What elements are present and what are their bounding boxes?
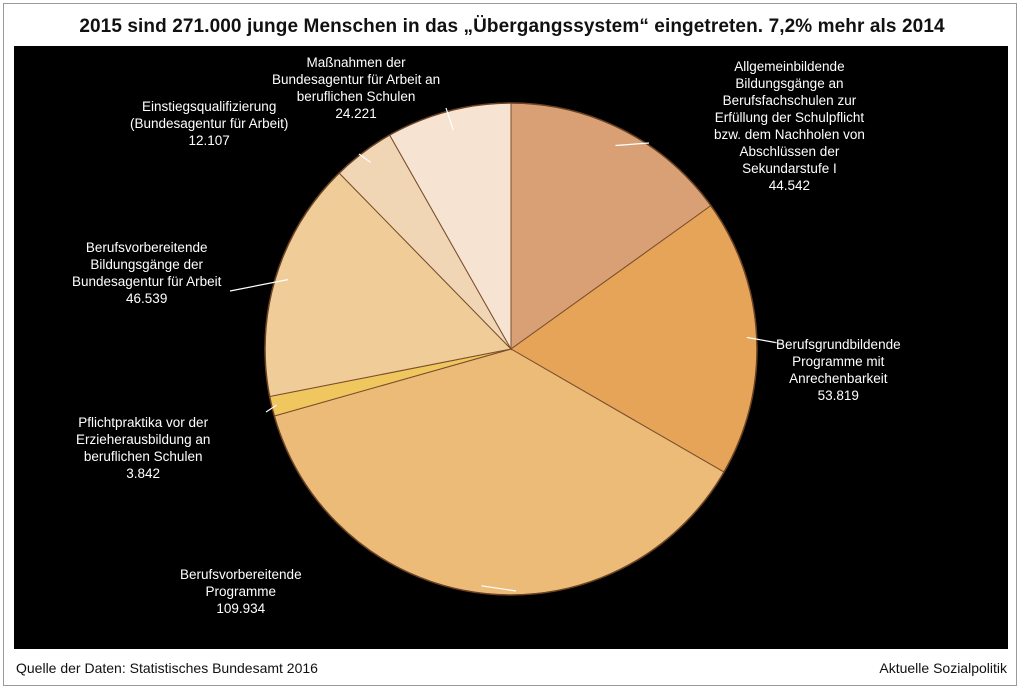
slice-label-line: Abschlüssen der: [739, 144, 840, 159]
slice-label-line: Programme mit: [792, 354, 885, 369]
slice-label-line: beruflichen Schulen: [296, 89, 416, 104]
slice-label-berufsvorbereitende-bildungsgaenge: [72, 239, 221, 307]
brand-label: Aktuelle Sozialpolitik: [879, 660, 1007, 676]
slice-label-line: Anrechenbarkeit: [789, 371, 888, 386]
slice-label-line: Allgemeinbildende: [734, 59, 845, 74]
slice-label-line: Erzieherausbildung an: [76, 432, 211, 447]
chart-title: 2015 sind 271.000 junge Menschen in das „Übergangssystem“ eingetreten. 7,2% mehr als 2014: [79, 16, 945, 37]
slice-value: 3.842: [126, 466, 161, 481]
slice-label-line: Bundesagentur für Arbeit an: [272, 72, 441, 87]
plot-area: [14, 46, 1008, 649]
slice-value: 46.539: [126, 291, 168, 306]
slice-label-line: Berufsgrundbildende: [776, 337, 901, 352]
slice-label-berufsgrundbildende: [776, 336, 901, 404]
slice-label-line: Bildungsgänge der: [90, 257, 203, 272]
slice-label-line: Maßnahmen der: [306, 55, 406, 70]
slice-label-line: Programme: [205, 584, 277, 599]
slice-label-line: Berufsfachschulen zur: [722, 93, 857, 108]
slice-label-line: Sekundarstufe I: [742, 161, 837, 176]
slice-label-line: beruflichen Schulen: [83, 449, 203, 464]
slice-label-line: Pflichtpraktika vor der: [78, 415, 209, 430]
slice-label-massnahmen-ba: [272, 54, 440, 122]
slice-value: 24.221: [335, 106, 377, 121]
slice-label-line: Erfüllung der Schulpflicht: [714, 110, 865, 125]
slice-label-berufsvorbereitende-programme: [180, 566, 302, 617]
slice-label-einstiegsqualifizierung: [130, 98, 288, 149]
slice-label-line: Berufsvorbereitende: [180, 567, 302, 582]
slice-value: 44.542: [768, 178, 811, 193]
slice-label-line: Bildungsgänge an: [735, 76, 844, 91]
slice-value: 12.107: [188, 133, 230, 148]
slice-label-line: (Bundesagentur für Arbeit): [130, 116, 289, 131]
slice-label-line: Bundesagentur für Arbeit: [72, 274, 222, 289]
slice-value: 53.819: [817, 388, 859, 403]
slice-label-line: bzw. dem Nachholen von: [714, 127, 865, 142]
slice-value: 109.934: [216, 601, 266, 616]
source-note: Quelle der Daten: Statistisches Bundesamt 2016: [16, 660, 318, 676]
slice-label-pflichtpraktika: [76, 414, 210, 482]
slice-label-line: Berufsvorbereitende: [85, 240, 208, 255]
slice-label-allgemeinbildende: [714, 58, 865, 194]
slice-label-line: Einstiegsqualifizierung: [142, 99, 277, 114]
